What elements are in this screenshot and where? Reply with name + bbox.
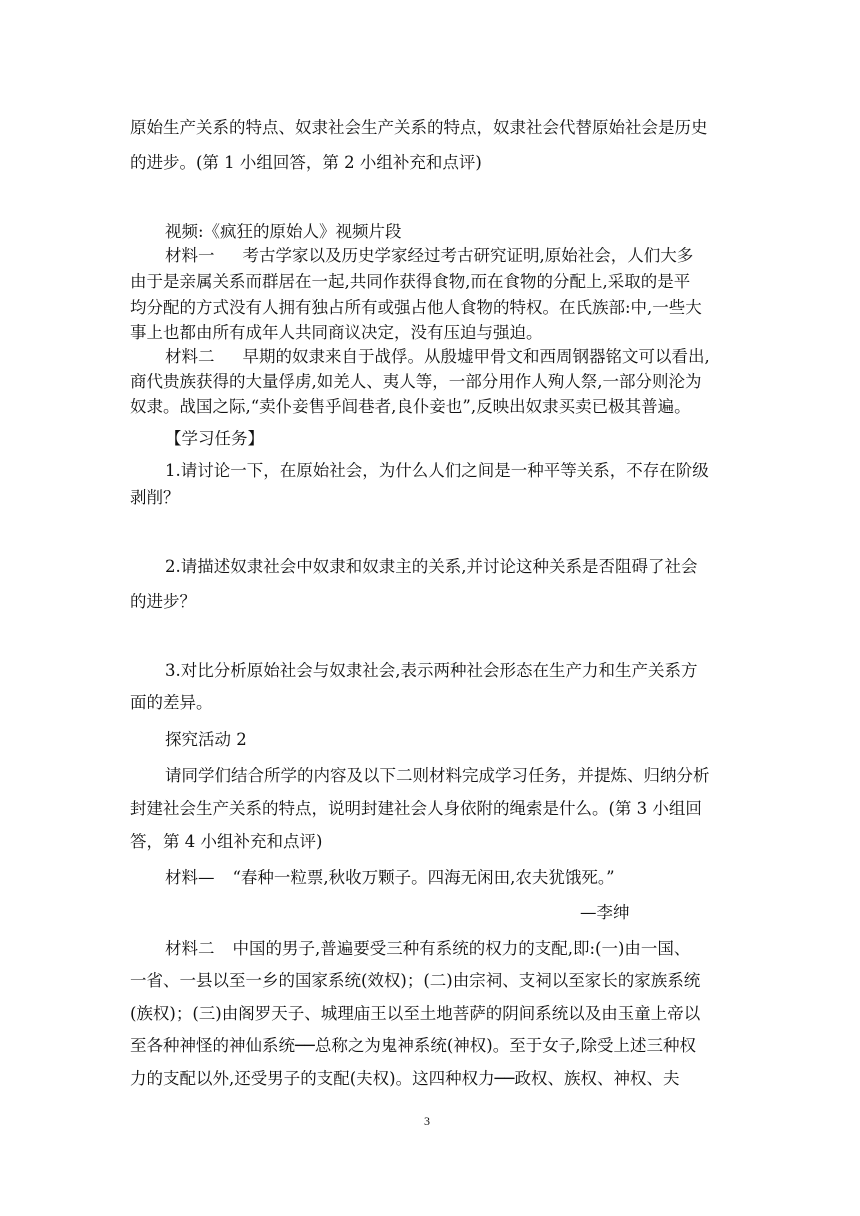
page-number: 3	[424, 1114, 430, 1128]
material-one-line	[165, 244, 765, 268]
text-line: 原始生产关系的特点、奴隶社会生产关系的特点，奴隶社会代替原始社会是历史	[130, 118, 708, 137]
task-heading: 【学习任务】	[165, 429, 264, 448]
text-line: (族权)；(三)由阁罗天子、城理庙王以至土地菩萨的阴间系统以及由玉童上帝以	[130, 1004, 701, 1023]
material-label: 材料二	[165, 939, 215, 958]
material-label: 材料二	[165, 347, 215, 366]
text-line: 请同学们结合所学的内容及以下二则材料完成学习任务，并提炼、归纳分析	[165, 766, 710, 785]
task-2: 2.请描述奴隶社会中奴隶和奴隶主的关系,并讨论这种关系是否阻碍了社会	[165, 557, 698, 576]
text-span: 中国的男子,普遍要受三种有系统的权力的支配,即:(一)由一国、	[232, 939, 691, 958]
text-line: 事上也都由所有成年人共同商议决定，没有压迫与强迫。	[130, 323, 543, 342]
activity-heading: 探究活动 2	[165, 730, 247, 749]
text-line: 封建社会生产关系的特点，说明封建社会人身依附的绳索是什么。(第 3 小组回	[130, 799, 702, 818]
text-line: 力的支配以外,还受男子的支配(夫权)。这四种权力──政权、族权、神权、夫	[130, 1069, 680, 1088]
text-line: 至各种神怪的神仙系统──总称之为鬼神系统(神权)。至于女子,除受上述三种权	[130, 1036, 696, 1055]
video-heading: 视频:《疯狂的原始人》视频片段	[165, 222, 402, 241]
material-one-quote	[165, 866, 765, 890]
task-3: 3.对比分析原始社会与奴隶社会,表示两种社会形态在生产力和生产关系方	[165, 661, 698, 680]
text-line: 答，第 4 小组补充和点评)	[130, 832, 323, 851]
text-line: 商代贵族获得的大量俘虏,如羌人、夷人等，一部分用作人殉人祭,一部分则沦为	[130, 372, 702, 391]
material-label: 材料—	[165, 868, 215, 887]
quote-author: —李绅	[580, 903, 630, 922]
text-line: 由于是亲属关系而群居在一起,共同作获得食物,而在食物的分配上,采取的是平	[130, 272, 691, 291]
material-label: 材料一	[165, 246, 215, 265]
material-two-text	[165, 937, 765, 961]
quote-text: “春种一粒票,秋收万颗子。四海无闲田,农夫犹饿死。”	[232, 868, 615, 887]
text-line: 均分配的方式没有人拥有独占所有或强占他人食物的特权。在氏族部:中,一些大	[130, 298, 702, 317]
text-line: 一省、一县以至一乡的国家系统(效权)；(二)由宗祠、支祠以至家长的家族系统	[130, 971, 701, 990]
text-span: 早期的奴隶来自于战俘。从殷墟甲骨文和西周钢器铭文可以看出,	[242, 347, 710, 366]
text-line: 的进步？	[130, 592, 196, 611]
text-line: 奴隶。战国之际,“卖仆妾售乎闾巷者,良仆妾也”,反映出奴隶买卖已极其普遍。	[130, 397, 691, 416]
material-two-line	[165, 345, 765, 369]
text-line: 剥削？	[130, 488, 180, 507]
text-line: 面的差异。	[130, 693, 213, 712]
task-1: 1.请讨论一下，在原始社会，为什么人们之间是一种平等关系，不存在阶级	[165, 461, 709, 480]
text-span: 考古学家以及历史学家经过考古研究证明,原始社会，人们大多	[242, 246, 694, 265]
text-line: 的进步。(第 1 小组回答，第 2 小组补充和点评)	[130, 153, 482, 172]
